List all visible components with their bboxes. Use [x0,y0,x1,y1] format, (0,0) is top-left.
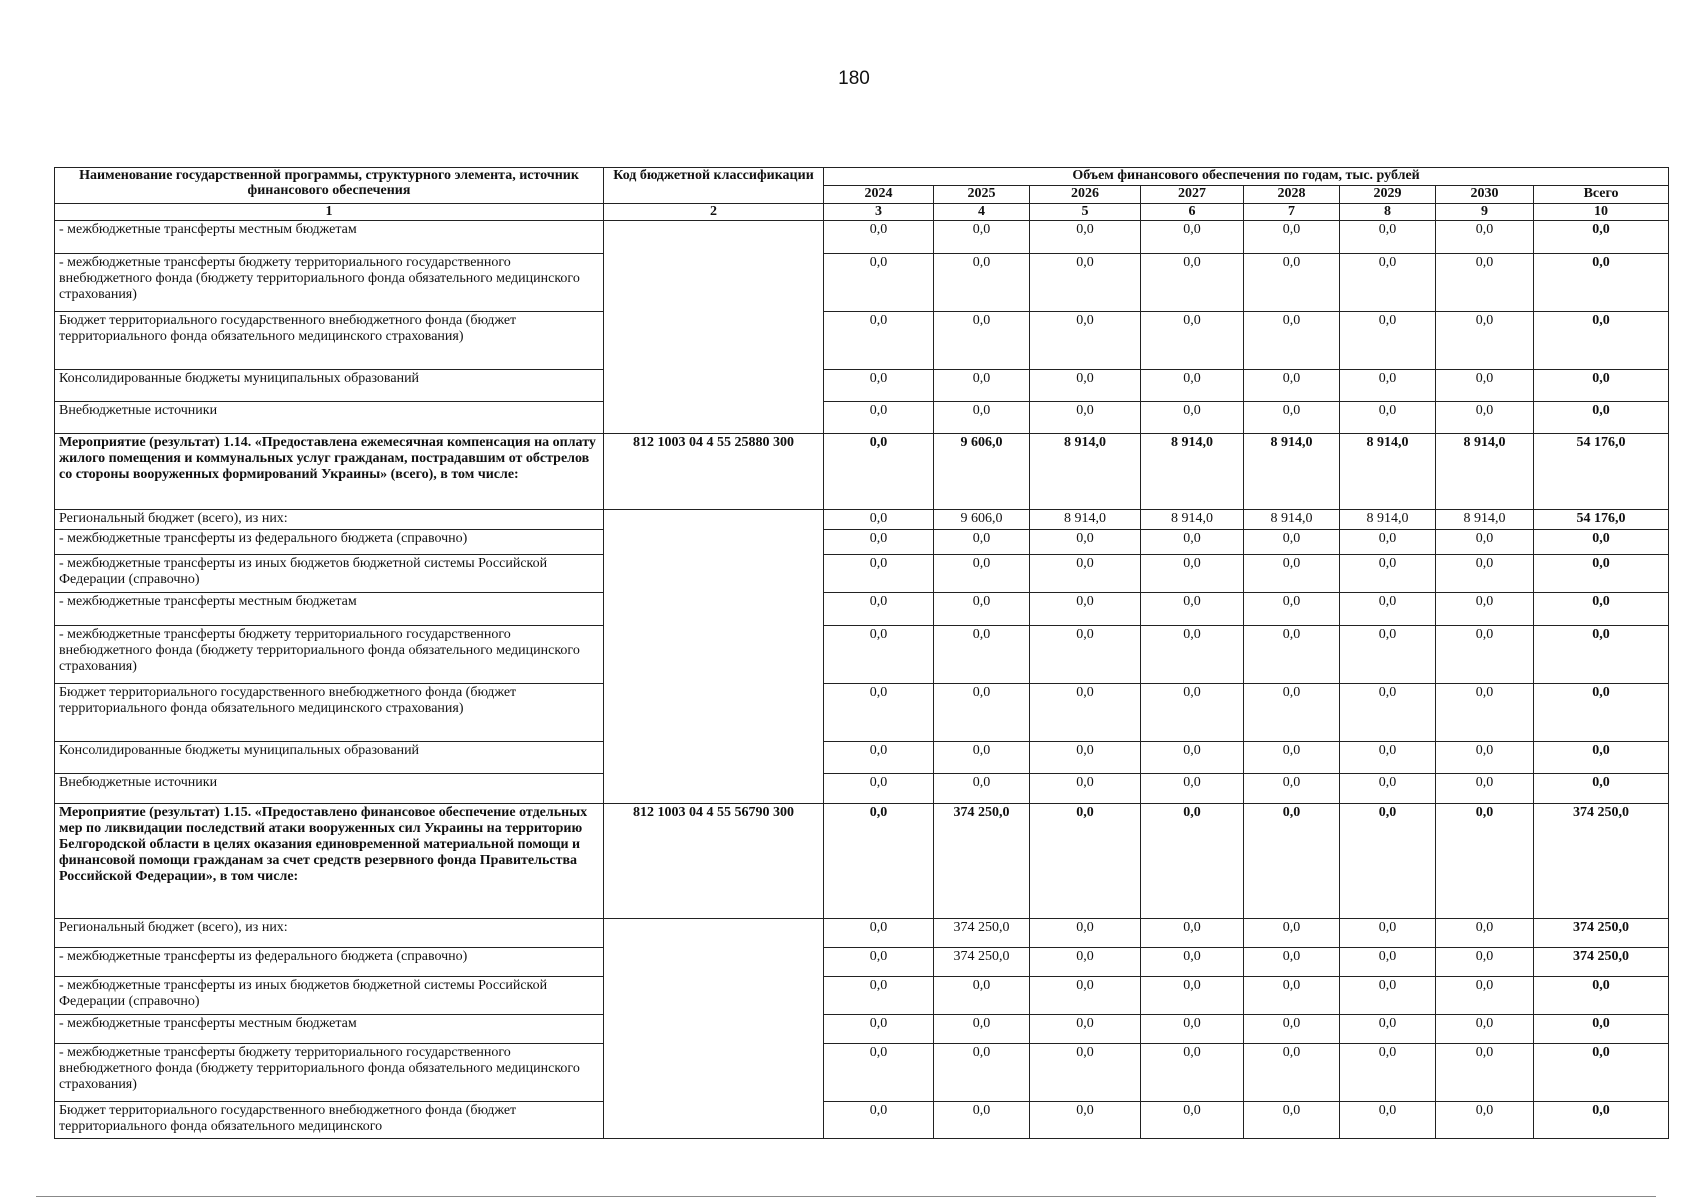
row-year-value: 0,0 [1340,254,1436,312]
row-year-value: 8 914,0 [1436,434,1534,510]
row-year-value: 0,0 [1030,684,1141,742]
row-name: - межбюджетные трансферты местным бюджетам [55,221,604,254]
row-total-value: 0,0 [1534,254,1669,312]
header-total: Всего [1534,186,1669,204]
row-year-value: 0,0 [1244,530,1340,555]
table-row [55,312,1669,370]
row-year-value: 0,0 [1244,948,1340,977]
row-name: - межбюджетные трансферты бюджету территориального государственного внебюджетного фонда (бюджету территориального фонда обязательного медицинского страхования) [55,254,604,312]
row-year-value: 0,0 [1244,1102,1340,1139]
table-row-measure [55,804,1669,919]
row-year-value: 0,0 [934,1102,1030,1139]
row-year-value: 0,0 [1436,312,1534,370]
table-row [55,919,1669,948]
row-year-value: 0,0 [1340,684,1436,742]
row-year-value: 0,0 [1141,804,1244,919]
row-year-value: 0,0 [1340,804,1436,919]
row-name: Региональный бюджет (всего), из них: [55,510,604,530]
row-total-value: 0,0 [1534,1102,1669,1139]
row-year-value: 0,0 [1340,1015,1436,1044]
row-total-value: 0,0 [1534,593,1669,626]
row-year-value: 0,0 [824,1102,934,1139]
row-year-value: 374 250,0 [934,948,1030,977]
row-budget-code-empty [604,510,824,804]
header-year: 2026 [1030,186,1141,204]
row-year-value: 0,0 [824,919,934,948]
row-budget-code: 812 1003 04 4 55 56790 300 [604,804,824,919]
col-number: 6 [1141,204,1244,221]
row-year-value: 0,0 [1244,370,1340,402]
row-year-value: 0,0 [1244,684,1340,742]
row-year-value: 0,0 [934,626,1030,684]
row-year-value: 8 914,0 [1030,434,1141,510]
table-row [55,593,1669,626]
row-year-value: 0,0 [1340,402,1436,434]
row-year-value: 0,0 [1244,919,1340,948]
header-year: 2027 [1141,186,1244,204]
row-year-value: 0,0 [934,530,1030,555]
row-total-value: 0,0 [1534,402,1669,434]
table-row [55,221,1669,254]
row-year-value: 0,0 [1030,1044,1141,1102]
header-col-numbers-row [55,204,1669,221]
row-total-value: 0,0 [1534,1015,1669,1044]
col-number: 1 [55,204,604,221]
header-year: 2025 [934,186,1030,204]
row-year-value: 0,0 [1244,402,1340,434]
row-year-value: 0,0 [1141,948,1244,977]
row-name: Региональный бюджет (всего), из них: [55,919,604,948]
table-row [55,510,1669,530]
header-year: 2030 [1436,186,1534,204]
row-year-value: 8 914,0 [1141,434,1244,510]
row-year-value: 0,0 [934,977,1030,1015]
row-budget-code-empty [604,919,824,1139]
row-year-value: 0,0 [1141,221,1244,254]
col-number: 5 [1030,204,1141,221]
row-year-value: 0,0 [1340,312,1436,370]
col-number: 10 [1534,204,1669,221]
row-total-value: 0,0 [1534,742,1669,774]
row-year-value: 0,0 [824,593,934,626]
row-total-value: 374 250,0 [1534,804,1669,919]
row-year-value: 0,0 [824,804,934,919]
row-year-value: 8 914,0 [1436,510,1534,530]
row-year-value: 0,0 [1141,555,1244,593]
row-year-value: 0,0 [1436,919,1534,948]
row-year-value: 0,0 [1436,626,1534,684]
row-year-value: 0,0 [1030,1102,1141,1139]
row-year-value: 0,0 [934,1015,1030,1044]
row-name: - межбюджетные трансферты местным бюджетам [55,1015,604,1044]
col-number: 2 [604,204,824,221]
table-row [55,555,1669,593]
row-name: - межбюджетные трансферты бюджету территориального государственного внебюджетного фонда (бюджету территориального фонда обязательного медицинского страхования) [55,1044,604,1102]
row-year-value: 0,0 [1244,1044,1340,1102]
table-row [55,530,1669,555]
row-year-value: 0,0 [1141,626,1244,684]
row-total-value: 0,0 [1534,312,1669,370]
row-total-value: 0,0 [1534,370,1669,402]
row-year-value: 0,0 [824,221,934,254]
table-row [55,774,1669,804]
row-name: Внебюджетные источники [55,774,604,804]
row-name: - межбюджетные трансферты из иных бюджетов бюджетной системы Российской Федерации (справочно) [55,555,604,593]
row-year-value: 0,0 [1030,402,1141,434]
table-row [55,684,1669,742]
table-row [55,254,1669,312]
row-year-value: 0,0 [1244,1015,1340,1044]
row-year-value: 0,0 [1030,774,1141,804]
row-year-value: 0,0 [824,977,934,1015]
row-year-value: 0,0 [1030,555,1141,593]
row-year-value: 0,0 [1340,948,1436,977]
row-year-value: 0,0 [1244,312,1340,370]
row-year-value: 0,0 [1030,593,1141,626]
row-year-value: 0,0 [1244,626,1340,684]
row-year-value: 0,0 [1436,804,1534,919]
row-year-value: 0,0 [1340,742,1436,774]
row-year-value: 0,0 [1244,742,1340,774]
table-row [55,626,1669,684]
row-year-value: 0,0 [824,510,934,530]
row-year-value: 0,0 [1030,626,1141,684]
header-year: 2024 [824,186,934,204]
row-year-value: 0,0 [1141,774,1244,804]
row-year-value: 0,0 [1141,977,1244,1015]
row-total-value: 0,0 [1534,555,1669,593]
row-name: Внебюджетные источники [55,402,604,434]
row-year-value: 0,0 [824,742,934,774]
row-year-value: 0,0 [1436,977,1534,1015]
row-year-value: 0,0 [1340,370,1436,402]
table-row [55,742,1669,774]
row-total-value: 0,0 [1534,684,1669,742]
row-year-value: 9 606,0 [934,510,1030,530]
row-year-value: 374 250,0 [934,919,1030,948]
row-year-value: 0,0 [934,370,1030,402]
row-budget-code: 812 1003 04 4 55 25880 300 [604,434,824,510]
row-year-value: 0,0 [1141,530,1244,555]
row-total-value: 0,0 [1534,626,1669,684]
row-year-value: 0,0 [1030,1015,1141,1044]
col-number: 3 [824,204,934,221]
row-year-value: 0,0 [934,742,1030,774]
row-year-value: 0,0 [934,254,1030,312]
row-year-value: 0,0 [934,402,1030,434]
row-year-value: 0,0 [1030,254,1141,312]
row-year-value: 0,0 [1244,254,1340,312]
row-year-value: 0,0 [824,626,934,684]
row-year-value: 0,0 [1030,804,1141,919]
col-number: 8 [1340,204,1436,221]
row-total-value: 54 176,0 [1534,434,1669,510]
row-year-value: 0,0 [1340,593,1436,626]
row-budget-code-empty [604,221,824,434]
row-year-value: 8 914,0 [1340,510,1436,530]
row-year-value: 0,0 [934,684,1030,742]
row-year-value: 0,0 [934,312,1030,370]
row-total-value: 374 250,0 [1534,948,1669,977]
row-year-value: 0,0 [1340,919,1436,948]
row-year-value: 0,0 [1030,919,1141,948]
row-year-value: 0,0 [824,774,934,804]
row-year-value: 0,0 [1436,221,1534,254]
row-year-value: 0,0 [1030,370,1141,402]
row-year-value: 0,0 [934,1044,1030,1102]
col-number: 4 [934,204,1030,221]
row-year-value: 0,0 [824,370,934,402]
table-row [55,402,1669,434]
header-name-col: Наименование государственной программы, структурного элемента, источник финансового обеспечения [55,168,604,204]
row-year-value: 0,0 [824,1044,934,1102]
row-year-value: 0,0 [1436,1044,1534,1102]
row-year-value: 0,0 [1141,402,1244,434]
row-year-value: 0,0 [1436,1102,1534,1139]
row-year-value: 0,0 [1244,555,1340,593]
row-name: - межбюджетные трансферты бюджету территориального государственного внебюджетного фонда (бюджету территориального фонда обязательного медицинского страхования) [55,626,604,684]
row-name: Мероприятие (результат) 1.14. «Предоставлена ежемесячная компенсация на оплату жилого помещения и коммунальных услуг гражданам, пострадавшим от обстрелов со стороны вооруженных формирований Украины» (всего), в том числе: [55,434,604,510]
row-year-value: 8 914,0 [1244,510,1340,530]
row-year-value: 0,0 [824,254,934,312]
row-year-value: 0,0 [934,555,1030,593]
row-year-value: 0,0 [934,593,1030,626]
header-code-col: Код бюджетной классификации [604,168,824,204]
row-year-value: 0,0 [1244,221,1340,254]
row-year-value: 0,0 [1436,530,1534,555]
row-year-value: 0,0 [1141,1044,1244,1102]
financing-table [54,167,1669,1139]
row-year-value: 0,0 [1141,1015,1244,1044]
row-year-value: 0,0 [1030,948,1141,977]
header-year: 2029 [1340,186,1436,204]
row-year-value: 0,0 [1141,312,1244,370]
row-year-value: 8 914,0 [1141,510,1244,530]
row-year-value: 0,0 [934,221,1030,254]
row-name: Мероприятие (результат) 1.15. «Предоставлено финансовое обеспечение отдельных мер по ликвидации последствий атаки вооруженных сил Украины на территорию Белгородской области в целях оказания единовременной материальной помощи и финансовой помощи гражданам за счет средств резервного фонда Правительства Российской Федерации», в том числе: [55,804,604,919]
row-year-value: 0,0 [1436,742,1534,774]
row-year-value: 0,0 [1340,221,1436,254]
footer-rule [36,1196,1656,1197]
row-year-value: 0,0 [824,1015,934,1044]
row-year-value: 0,0 [1340,1102,1436,1139]
row-year-value: 374 250,0 [934,804,1030,919]
row-year-value: 0,0 [824,312,934,370]
table-row [55,1015,1669,1044]
row-year-value: 0,0 [1141,742,1244,774]
row-name: Бюджет территориального государственного внебюджетного фонда (бюджет территориального фонда обязательного медицинского страхования) [55,684,604,742]
row-total-value: 0,0 [1534,530,1669,555]
row-year-value: 0,0 [1141,684,1244,742]
row-year-value: 0,0 [1340,530,1436,555]
row-year-value: 8 914,0 [1030,510,1141,530]
row-name: Консолидированные бюджеты муниципальных образований [55,370,604,402]
row-year-value: 0,0 [1436,774,1534,804]
row-year-value: 0,0 [824,948,934,977]
table-row [55,1044,1669,1102]
row-name: - межбюджетные трансферты из федерального бюджета (справочно) [55,948,604,977]
row-year-value: 0,0 [1030,221,1141,254]
row-year-value: 8 914,0 [1340,434,1436,510]
row-name: Бюджет территориального государственного внебюджетного фонда (бюджет территориального фонда обязательного медицинского [55,1102,604,1139]
row-year-value: 9 606,0 [934,434,1030,510]
row-year-value: 0,0 [1436,684,1534,742]
row-year-value: 0,0 [824,434,934,510]
row-total-value: 0,0 [1534,977,1669,1015]
row-year-value: 0,0 [1340,1044,1436,1102]
row-year-value: 0,0 [1141,254,1244,312]
row-year-value: 0,0 [1436,1015,1534,1044]
col-number: 9 [1436,204,1534,221]
row-year-value: 0,0 [1436,402,1534,434]
row-name: - межбюджетные трансферты местным бюджетам [55,593,604,626]
table-row [55,977,1669,1015]
header-year: 2028 [1244,186,1340,204]
row-year-value: 0,0 [1030,742,1141,774]
row-year-value: 0,0 [1244,977,1340,1015]
row-total-value: 54 176,0 [1534,510,1669,530]
table-row-measure [55,434,1669,510]
row-year-value: 0,0 [1030,530,1141,555]
row-name: - межбюджетные трансферты из иных бюджетов бюджетной системы Российской Федерации (справочно) [55,977,604,1015]
row-year-value: 0,0 [1141,593,1244,626]
row-year-value: 0,0 [1340,555,1436,593]
row-year-value: 0,0 [824,555,934,593]
row-year-value: 8 914,0 [1244,434,1340,510]
page-number: 180 [838,68,870,89]
row-year-value: 0,0 [1244,804,1340,919]
row-year-value: 0,0 [1141,370,1244,402]
row-year-value: 0,0 [1436,555,1534,593]
row-name: Консолидированные бюджеты муниципальных образований [55,742,604,774]
row-year-value: 0,0 [1340,977,1436,1015]
table-row [55,1102,1669,1139]
row-total-value: 0,0 [1534,221,1669,254]
row-total-value: 374 250,0 [1534,919,1669,948]
header-volume-col: Объем финансового обеспечения по годам, тыс. рублей [824,168,1669,186]
row-year-value: 0,0 [1030,312,1141,370]
row-year-value: 0,0 [1030,977,1141,1015]
row-year-value: 0,0 [1340,774,1436,804]
row-year-value: 0,0 [824,684,934,742]
row-year-value: 0,0 [1141,919,1244,948]
row-year-value: 0,0 [824,402,934,434]
col-number: 7 [1244,204,1340,221]
row-name: - межбюджетные трансферты из федерального бюджета (справочно) [55,530,604,555]
row-year-value: 0,0 [1340,626,1436,684]
row-total-value: 0,0 [1534,774,1669,804]
row-total-value: 0,0 [1534,1044,1669,1102]
row-year-value: 0,0 [824,530,934,555]
row-year-value: 0,0 [1244,774,1340,804]
table-row [55,948,1669,977]
row-year-value: 0,0 [934,774,1030,804]
row-name: Бюджет территориального государственного внебюджетного фонда (бюджет территориального фонда обязательного медицинского страхования) [55,312,604,370]
row-year-value: 0,0 [1436,370,1534,402]
table-row [55,370,1669,402]
row-year-value: 0,0 [1436,254,1534,312]
row-year-value: 0,0 [1141,1102,1244,1139]
row-year-value: 0,0 [1436,593,1534,626]
row-year-value: 0,0 [1244,593,1340,626]
row-year-value: 0,0 [1436,948,1534,977]
